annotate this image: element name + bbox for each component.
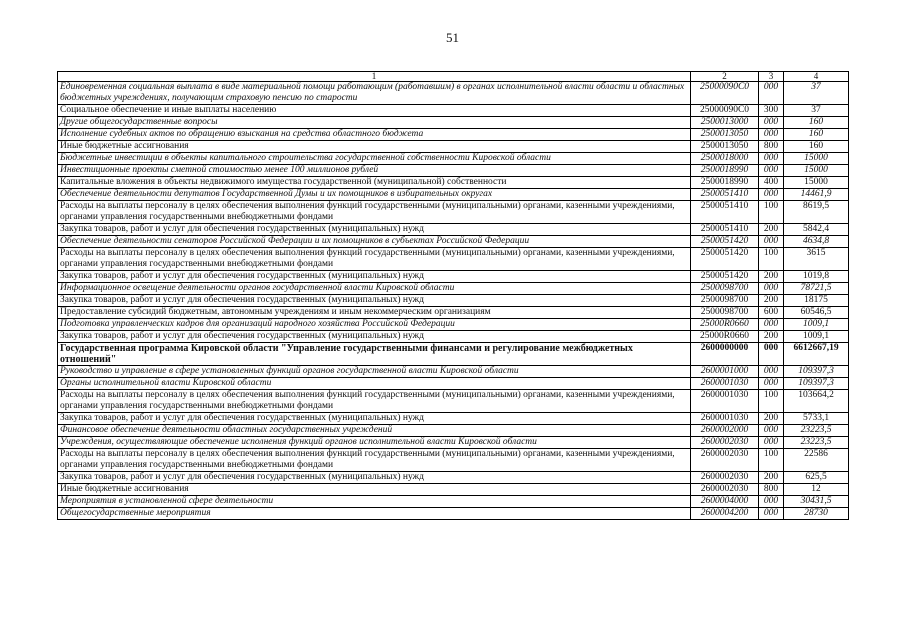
- page-number: 51: [446, 30, 459, 45]
- row-code: 2600002030: [691, 449, 759, 472]
- row-code: 2500013050: [691, 141, 759, 153]
- row-type: 200: [759, 413, 784, 425]
- row-amount: 3615: [784, 248, 849, 271]
- row-code: 25000090С0: [691, 82, 759, 105]
- row-type: 000: [759, 508, 784, 520]
- table-row: [58, 425, 849, 437]
- row-name: Обеспечение деятельности сенаторов Российской Федерации и их помощников в субъектах Российской Федерации: [58, 236, 691, 248]
- row-type: 200: [759, 224, 784, 236]
- row-type: 000: [759, 165, 784, 177]
- row-type: 100: [759, 248, 784, 271]
- table-row: [58, 378, 849, 390]
- row-code: 25000R0660: [691, 331, 759, 343]
- row-type: 000: [759, 189, 784, 201]
- table-row: [58, 189, 849, 201]
- row-name: Расходы на выплаты персоналу в целях обеспечения выполнения функций государственными (муниципальными) органами, казенными учреждениями, органами управления государственными внебюджетными фондами: [58, 449, 691, 472]
- row-type: 300: [759, 105, 784, 117]
- row-amount: 6612667,19: [784, 343, 849, 366]
- row-amount: 1009,1: [784, 331, 849, 343]
- row-type: 600: [759, 307, 784, 319]
- row-code: 2500098700: [691, 295, 759, 307]
- row-code: 2500051420: [691, 271, 759, 283]
- row-code: 2600001030: [691, 413, 759, 425]
- table-row: [58, 248, 849, 271]
- row-amount: 8619,5: [784, 201, 849, 224]
- table-row: [58, 141, 849, 153]
- row-name: Единовременная социальная выплата в виде материальной помощи работающим (работавшим) в органах исполнительной власти области и областных бюджетных учреждениях, получающим страховую пенсию по старости: [58, 82, 691, 105]
- row-amount: 160: [784, 129, 849, 141]
- row-type: 000: [759, 153, 784, 165]
- table-row: [58, 177, 849, 189]
- row-amount: 30431,5: [784, 496, 849, 508]
- row-name: Руководство и управление в сфере установленных функций органов государственной власти Кировской области: [58, 366, 691, 378]
- row-amount: 78721,5: [784, 283, 849, 295]
- table-row: [58, 390, 849, 413]
- table-row: [58, 307, 849, 319]
- row-amount: 37: [784, 82, 849, 105]
- row-name: Инвестиционные проекты сметной стоимостью менее 100 миллионов рублей: [58, 165, 691, 177]
- row-amount: 15000: [784, 165, 849, 177]
- row-code: 2500051410: [691, 189, 759, 201]
- row-type: 200: [759, 295, 784, 307]
- row-type: 000: [759, 437, 784, 449]
- row-amount: 103664,2: [784, 390, 849, 413]
- row-code: 2600001000: [691, 366, 759, 378]
- row-type: 000: [759, 319, 784, 331]
- row-amount: 22586: [784, 449, 849, 472]
- row-type: 000: [759, 129, 784, 141]
- row-type: 200: [759, 331, 784, 343]
- table-row: [58, 117, 849, 129]
- row-type: 000: [759, 425, 784, 437]
- table-row: [58, 129, 849, 141]
- row-code: 2600001030: [691, 390, 759, 413]
- row-name: Расходы на выплаты персоналу в целях обеспечения выполнения функций государственными (муниципальными) органами, казенными учреждениями, органами управления государственными внебюджетными фондами: [58, 201, 691, 224]
- row-type: 100: [759, 449, 784, 472]
- row-amount: 5842,4: [784, 224, 849, 236]
- row-name: Закупка товаров, работ и услуг для обеспечения государственных (муниципальных) нужд: [58, 413, 691, 425]
- row-code: 2500051410: [691, 201, 759, 224]
- row-amount: 18175: [784, 295, 849, 307]
- table-row: [58, 105, 849, 117]
- row-name: Закупка товаров, работ и услуг для обеспечения государственных (муниципальных) нужд: [58, 271, 691, 283]
- row-code: 2600002030: [691, 437, 759, 449]
- table-row: [58, 236, 849, 248]
- table-row: [58, 153, 849, 165]
- table-row: [58, 366, 849, 378]
- row-code: 2600001030: [691, 378, 759, 390]
- row-code: 2600004200: [691, 508, 759, 520]
- row-name: Исполнение судебных актов по обращению взыскания на средства областного бюджета: [58, 129, 691, 141]
- row-type: 100: [759, 390, 784, 413]
- row-amount: 23223,5: [784, 437, 849, 449]
- row-type: 800: [759, 141, 784, 153]
- header-name: 1: [58, 72, 691, 82]
- table-row: [58, 413, 849, 425]
- row-type: 000: [759, 117, 784, 129]
- table-row: [58, 201, 849, 224]
- row-name: Общегосударственные мероприятия: [58, 508, 691, 520]
- row-type: 200: [759, 271, 784, 283]
- table-body: [58, 82, 849, 520]
- row-code: 2500013000: [691, 117, 759, 129]
- row-code: 2600002030: [691, 472, 759, 484]
- row-name: Органы исполнительной власти Кировской области: [58, 378, 691, 390]
- row-type: 000: [759, 343, 784, 366]
- row-type: 000: [759, 366, 784, 378]
- row-name: Мероприятия в установленной сфере деятельности: [58, 496, 691, 508]
- row-name: Расходы на выплаты персоналу в целях обеспечения выполнения функций государственными (муниципальными) органами, казенными учреждениями, органами управления государственными внебюджетными фондами: [58, 390, 691, 413]
- row-name: Подготовка управленческих кадров для организаций народного хозяйства Российской Федерации: [58, 319, 691, 331]
- row-code: 2500018990: [691, 177, 759, 189]
- table-row: [58, 82, 849, 105]
- header-code: 2: [691, 72, 759, 82]
- row-code: 2600004000: [691, 496, 759, 508]
- row-name: Другие общегосударственные вопросы: [58, 117, 691, 129]
- row-name: Учреждения, осуществляющие обеспечение исполнения функций органов исполнительной власти Кировской области: [58, 437, 691, 449]
- budget-table: [57, 71, 849, 520]
- row-amount: 109397,3: [784, 366, 849, 378]
- table-row: [58, 165, 849, 177]
- table-row: [58, 484, 849, 496]
- row-name: Закупка товаров, работ и услуг для обеспечения государственных (муниципальных) нужд: [58, 295, 691, 307]
- row-code: 25000090С0: [691, 105, 759, 117]
- row-code: 25000R0660: [691, 319, 759, 331]
- row-name: Бюджетные инвестиции в объекты капитального строительства государственной собственности Кировской области: [58, 153, 691, 165]
- row-code: 2500098700: [691, 307, 759, 319]
- row-name: Закупка товаров, работ и услуг для обеспечения государственных (муниципальных) нужд: [58, 331, 691, 343]
- row-amount: 37: [784, 105, 849, 117]
- row-name: Предоставление субсидий бюджетным, автономным учреждениям и иным некоммерческим организациям: [58, 307, 691, 319]
- header-amount: 4: [784, 72, 849, 82]
- row-amount: 1019,8: [784, 271, 849, 283]
- row-type: 800: [759, 484, 784, 496]
- row-name: Закупка товаров, работ и услуг для обеспечения государственных (муниципальных) нужд: [58, 472, 691, 484]
- table-row: [58, 295, 849, 307]
- table-row: [58, 224, 849, 236]
- row-name: Капитальные вложения в объекты недвижимого имущества государственной (муниципальной) собственности: [58, 177, 691, 189]
- row-type: 000: [759, 283, 784, 295]
- row-amount: 1009,1: [784, 319, 849, 331]
- table-row: [58, 331, 849, 343]
- table-row: [58, 472, 849, 484]
- row-type: 000: [759, 236, 784, 248]
- row-amount: 14461,9: [784, 189, 849, 201]
- row-type: 000: [759, 82, 784, 105]
- row-name: Государственная программа Кировской области "Управление государственными финансами и регулирование межбюджетных отношений": [58, 343, 691, 366]
- row-code: 2500098700: [691, 283, 759, 295]
- row-name: Информационное освещение деятельности органов государственной власти Кировской области: [58, 283, 691, 295]
- row-amount: 15000: [784, 153, 849, 165]
- row-type: 200: [759, 472, 784, 484]
- table-row: [58, 496, 849, 508]
- row-amount: 23223,5: [784, 425, 849, 437]
- row-code: 2500051410: [691, 224, 759, 236]
- table-row: [58, 319, 849, 331]
- row-type: 000: [759, 378, 784, 390]
- table-row: [58, 449, 849, 472]
- row-code: 2600002000: [691, 425, 759, 437]
- row-amount: 160: [784, 141, 849, 153]
- row-name: Социальное обеспечение и иные выплаты населению: [58, 105, 691, 117]
- row-name: Иные бюджетные ассигнования: [58, 484, 691, 496]
- row-name: Финансовое обеспечение деятельности областных государственных учреждений: [58, 425, 691, 437]
- row-amount: 5733,1: [784, 413, 849, 425]
- row-amount: 109397,3: [784, 378, 849, 390]
- header-type: 3: [759, 72, 784, 82]
- row-type: 000: [759, 496, 784, 508]
- table-row: [58, 343, 849, 366]
- row-amount: 28730: [784, 508, 849, 520]
- row-amount: 4634,8: [784, 236, 849, 248]
- row-name: Закупка товаров, работ и услуг для обеспечения государственных (муниципальных) нужд: [58, 224, 691, 236]
- row-amount: 15000: [784, 177, 849, 189]
- row-code: 2500051420: [691, 248, 759, 271]
- row-amount: 12: [784, 484, 849, 496]
- table-row: [58, 437, 849, 449]
- row-name: Расходы на выплаты персоналу в целях обеспечения выполнения функций государственными (муниципальными) органами, казенными учреждениями, органами управления государственными внебюджетными фондами: [58, 248, 691, 271]
- table-row: [58, 508, 849, 520]
- row-type: 400: [759, 177, 784, 189]
- header-row: [58, 72, 849, 82]
- row-amount: 160: [784, 117, 849, 129]
- row-code: 2600002030: [691, 484, 759, 496]
- row-name: Обеспечение деятельности депутатов Государственной Думы и их помощников в избирательных округах: [58, 189, 691, 201]
- row-name: Иные бюджетные ассигнования: [58, 141, 691, 153]
- row-code: 2500013050: [691, 129, 759, 141]
- table-row: [58, 283, 849, 295]
- row-type: 100: [759, 201, 784, 224]
- table-row: [58, 271, 849, 283]
- row-amount: 625,5: [784, 472, 849, 484]
- row-code: 2500051420: [691, 236, 759, 248]
- row-code: 2500018000: [691, 153, 759, 165]
- row-code: 2500018990: [691, 165, 759, 177]
- row-amount: 60546,5: [784, 307, 849, 319]
- row-code: 2600000000: [691, 343, 759, 366]
